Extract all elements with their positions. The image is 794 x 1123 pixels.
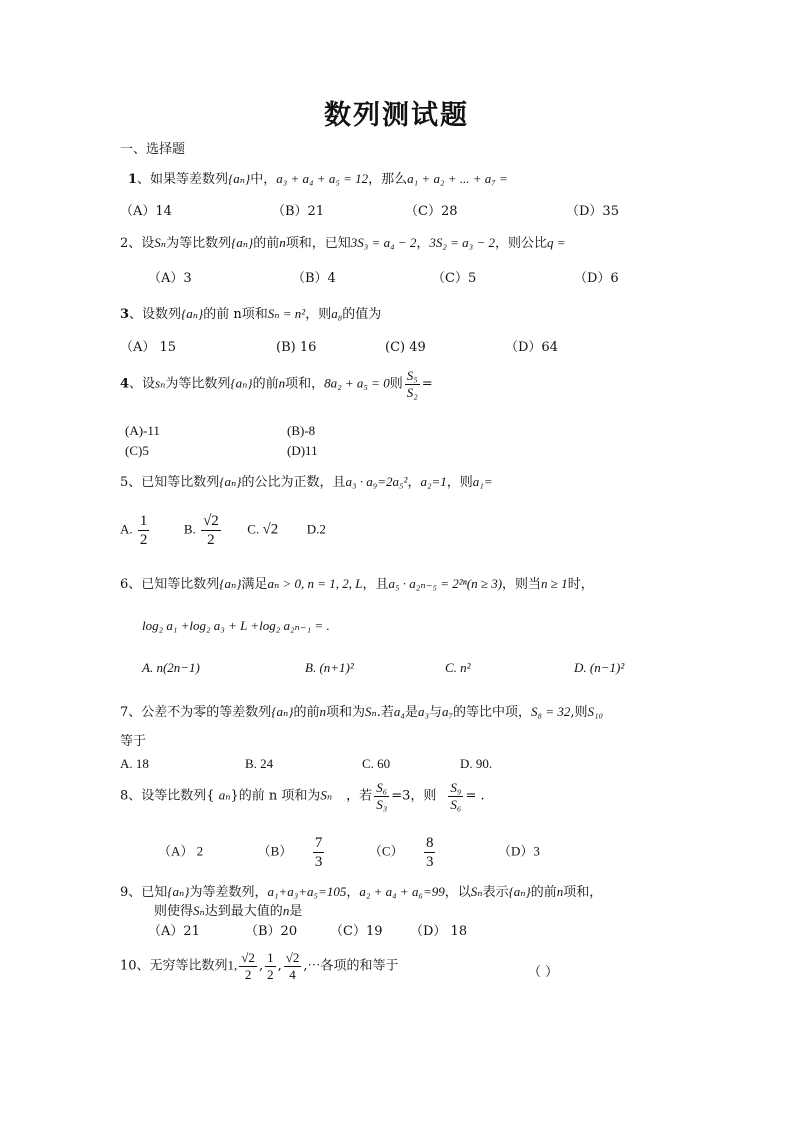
q2-option-a: （A）3 [148,271,192,286]
q2-q: q = [547,235,566,250]
q9-line2-sn: Sₙ [193,903,205,918]
q6-when: n ≥ 1 [541,576,568,591]
q7-a7: a₇ [442,704,454,719]
q9-mid1: 为等差数列， [189,885,268,900]
q3-tail: 的值为 [342,307,382,322]
q7-mid3: .若 [376,705,394,720]
q10-term-3: $\frac{1}{2}$ [267,950,274,982]
question-6 [120,576,594,593]
q8-a: aₙ [218,787,231,803]
q9-line2-b: 达到最大值的 [204,904,283,919]
q2-ask: ，则公比 [494,236,547,251]
q3-option-c: (C) 49 [385,340,426,355]
q10-answer-blank: （ ） [528,965,559,980]
q6-text: 6、已知等比数列 [120,577,220,592]
q5-equation: a₃ · a₉=2a₅² [345,474,408,489]
q4-mid3: 项和， [285,376,325,392]
question-4 [120,368,433,400]
q5-option-d-label: D.2 [306,521,326,537]
q1-sequence: {aₙ} [228,171,251,186]
q10-text: 10、无穷等比数列 [120,958,228,974]
q9-equation-2: a₂ + a₄ + a₆=99 [359,884,445,899]
q7-line-2: 等于 [120,734,147,749]
question-5 [120,474,493,491]
q9-sequence-2: {aₙ} [508,884,531,899]
q1-mid: 中， [250,172,277,187]
q7-mid4: 是 [404,705,418,720]
q1-number: 1 [128,172,138,187]
q2-sequence: {aₙ} [231,235,254,250]
q4-option-c: (C)5 [125,443,149,458]
q6-option-d: D. (n−1)² [574,660,625,675]
q2-n: n [279,235,286,250]
q3-ask: ，则 [305,307,332,322]
q1-option-c: （C）28 [405,204,458,219]
question-2 [120,235,566,252]
q9-line2-n: n [282,903,290,918]
q9-n: n [556,884,564,899]
q2-sn: Sₙ [154,235,167,250]
q4-ask: 则 [389,376,403,392]
q8-cond: ，若 [346,788,373,804]
question-7 [120,704,603,721]
q5-a1: a₁= [472,474,493,489]
q9-sn: Sₙ [470,884,483,899]
q3-option-a: （A） 15 [120,340,177,355]
q7-mid6: 的等比中项， [453,705,532,720]
q5-sep: ， [407,475,421,490]
q7-option-a: A. 18 [120,756,149,771]
q9-mid5: 项和， [563,885,603,900]
q5-option-b-fraction: $\frac{√2}{2}$ [203,513,219,548]
q6-log-expression: log₂ a₁ +log₂ a₃ + L +log₂ a₂ₙ₋₁ = . [142,618,330,633]
q7-equation: S₈ = 32 [531,704,571,719]
q4-text: 、设 [129,376,156,392]
q9-sequence: {aₙ} [167,884,190,899]
q7-mid2: 项和为 [325,705,365,720]
q7-a3: a₃ [417,704,429,719]
q10-term-1: 1, [227,957,238,973]
q3-text: 、设数列 [129,307,182,322]
q8-eq: =3 [391,788,411,804]
q7-ask: ,则 [570,705,588,720]
q9-option-a: （A）21 [148,924,200,939]
q4-mid2: 的前 [252,376,279,392]
q9-line2-a: 则使得 [154,904,194,919]
q8-option-b-label: （B） [257,843,293,859]
q6-condition: aₙ > 0, n = 1, 2, L [267,576,363,591]
q2-sep: ， [416,236,430,251]
q3-mid: 的前 n项和 [203,307,268,322]
q8-sn: Sₙ [320,787,333,803]
question-1 [128,171,508,188]
q7-sn: Sₙ [364,704,377,719]
q9-mid4: 的前 [530,885,557,900]
q8-tail: = . [465,788,485,804]
q9-text: 9、已知 [120,885,168,900]
q7-a4: a₄ [393,704,405,719]
q6-option-c: C. n² [445,660,471,675]
q8-option-d: （D）3 [497,843,540,859]
q7-mid5: 与 [428,705,442,720]
q1-ask: a₁ + a₂ + ... + a₇ = [407,171,508,186]
q1-option-b: （B）21 [272,204,325,219]
q2-mid1: 为等比数列 [166,236,232,251]
q7-option-d: D. 90. [460,756,493,771]
q4-tail: = [421,376,433,392]
q2-option-b: （B）4 [292,271,336,286]
q4-mid1: 为等比数列 [165,376,231,392]
q6-ask: ，则当 [502,577,542,592]
q4-n: n [278,375,286,391]
q7-option-b: B. 24 [245,756,274,771]
q6-equation: a₅ · a₂ₙ₋₅ = 2²ⁿ(n ≥ 3) [388,576,503,591]
q2-option-c: （C）5 [432,271,477,286]
q5-option-c-value: √2 [262,521,279,538]
q4-equation: 8a₂ + a₅ = 0 [324,375,390,391]
q4-option-a: (A)-11 [125,423,160,438]
q9-option-c: （C）19 [330,924,383,939]
question-10: 10、无穷等比数列1, $\frac{√2}{2}$ , $\frac{1}{2}$ , $\frac{√2}{4}$ ,⋯各项的和等于 [120,950,399,982]
q9-option-d: （D） 18 [410,924,468,939]
q5-options [120,512,326,549]
page-title: 数列测试题 [324,100,469,131]
q7-s10: S₁₀ [587,704,604,719]
q4-fraction: $\frac{\text{S₅}}{\text{S₂}}$ [406,368,418,400]
q8-option-c-fraction: $\frac{8}{3}$ [425,835,434,870]
question-8 [120,780,485,812]
q4-sequence: {aₙ} [230,375,253,391]
q9-mid2: ，以 [444,885,471,900]
q3-equation: Sₙ = n² [267,306,306,321]
q7-n: n [319,704,326,719]
q9-sep: ， [346,885,360,900]
q5-ask: ，则 [446,475,473,490]
q5-text: 5、已知等比数列 [120,475,220,490]
q2-mid2: 的前 [253,236,280,251]
q5-sequence: {aₙ} [219,474,242,489]
q2-text: 2、设 [120,236,155,251]
q8-fraction-2: $\frac{\text{S₉}}{\text{S₆}}$ [450,780,462,812]
q8-ask: ，则 [410,788,437,804]
section-heading: 一、选择题 [120,142,186,157]
q6-option-a: A. n(2n−1) [142,660,200,675]
q5-option-a-fraction: $\frac{1}{2}$ [139,513,148,548]
q9-option-b: （B）20 [245,924,298,939]
q2-equation-2: 3S₂ = a₃ − 2 [429,235,495,250]
q9-line-2 [154,903,302,920]
q7-option-c: C. 60 [362,756,391,771]
q1-equation: a₃ + a₄ + a₅ = 12 [276,171,369,186]
q1-text: 、如果等差数列 [137,172,229,187]
q8-text: 8、设等比数列{ [120,788,219,804]
question-3 [120,306,381,323]
q5-option-b-label: B. [183,521,196,537]
q10-term-4: $\frac{√2}{4}$ [285,950,300,982]
q5-mid: 的公比为正数，且 [241,475,346,490]
q3-sequence: {aₙ} [181,306,204,321]
q7-text: 7、公差不为零的等差数列 [120,705,272,720]
q8-option-c-label: （C） [368,843,404,859]
q6-mid: 满足 [241,577,268,592]
q9-mid3: 表示 [482,885,509,900]
q3-option-d: （D）64 [505,340,558,355]
question-9 [120,884,602,901]
q7-mid1: 的前 [293,705,320,720]
q2-mid3: 项和，已知 [285,236,351,251]
q3-number: 3 [120,307,130,322]
q4-sn: sₙ [155,375,166,391]
q9-line2-c: 是 [289,904,303,919]
q2-equation-1: 3S₃ = a₄ − 2 [350,235,417,250]
q5-a2: a₂=1 [420,474,447,489]
q7-sequence: {aₙ} [271,704,294,719]
q3-option-b: (B) 16 [276,340,317,355]
q4-option-d: (D)11 [287,443,318,458]
q8-option-b-fraction: $\frac{7}{3}$ [314,835,323,870]
q10-tail: ,⋯各项的和等于 [303,958,399,974]
q1-option-d: （D）35 [566,204,619,219]
q8-option-a: （A） 2 [158,843,204,859]
q4-number: 4 [120,376,130,392]
q8-fraction-1: $\frac{\text{S₆}}{\text{S₃}}$ [376,780,388,812]
q6-option-b: B. (n+1)² [305,660,354,675]
q4-option-b: (B)-8 [287,423,316,438]
q1-sep: ，那么 [368,172,408,187]
q6-sep: ，且 [362,577,389,592]
q3-a8: a₈ [331,306,343,321]
q10-term-2: $\frac{√2}{2}$ [241,950,255,982]
q6-tail: 时， [567,577,594,592]
q5-option-a-label: A. [120,521,133,537]
q2-option-d: （D）6 [574,271,619,286]
q6-sequence: {aₙ} [219,576,242,591]
q9-equation-1: a₁+a₃+a₅=105 [267,884,347,899]
q5-option-c-label: C. [247,521,260,537]
q8-mid: }的前 n 项和为 [230,788,321,804]
q8-options [158,834,540,871]
q1-option-a: （A）14 [120,204,172,219]
